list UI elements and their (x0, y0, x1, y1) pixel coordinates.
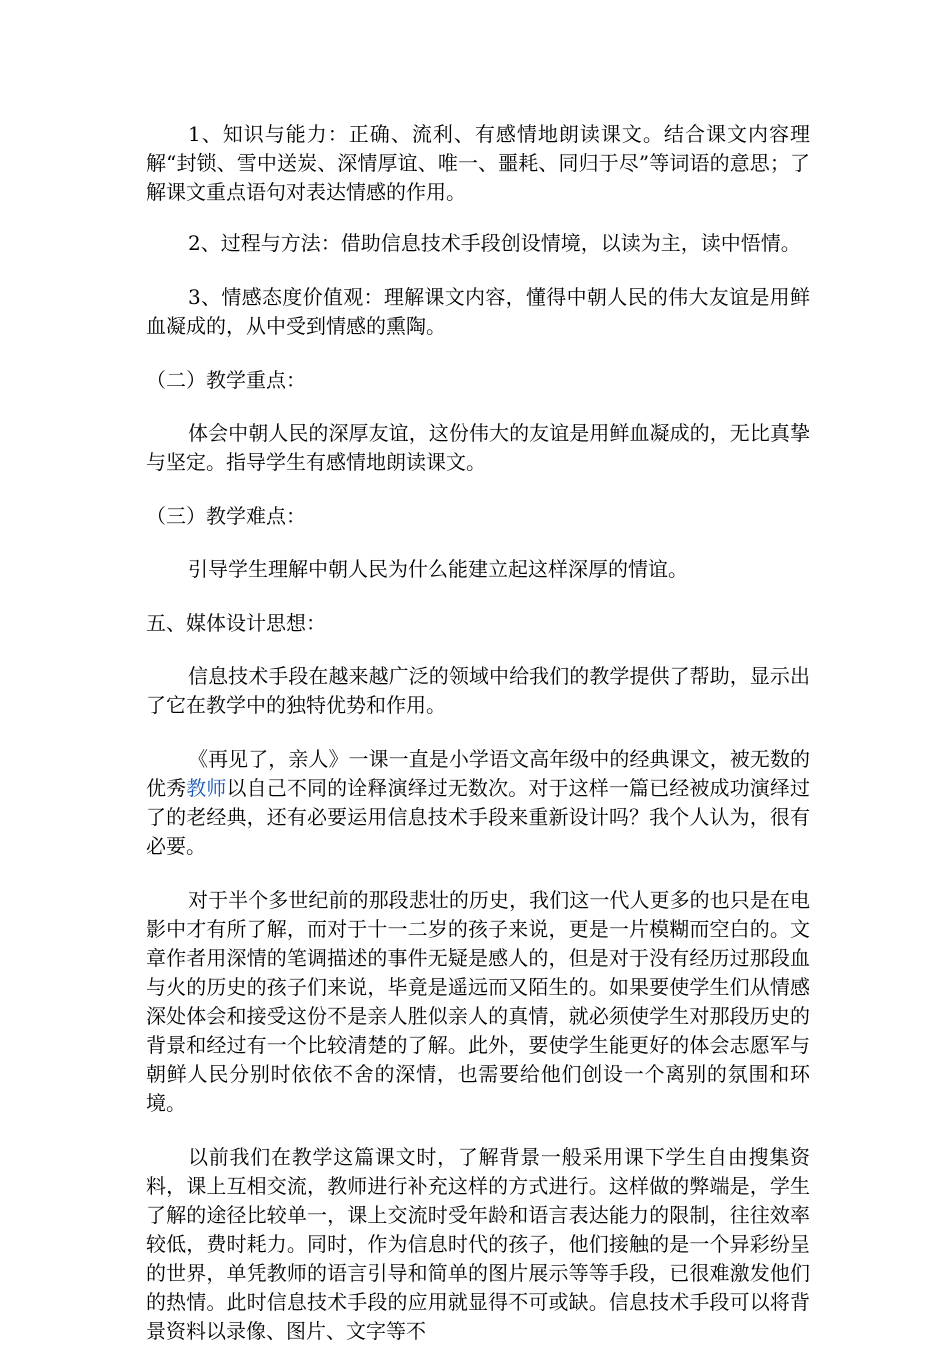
media-paragraph-4: 以前我们在教学这篇课文时，了解背景一般采用课下学生自由搜集资料，课上互相交流，教师进行补充这样的方式进行。这样做的弊端是，学生了解的途径比较单一，课上交流时受年龄和语言表达能力的限制，往往效率较低，费时耗力。同时，作为信息时代的孩子，他们接触的是一个异彩纷呈的世界，单凭教师的语言引导和简单的图片展示等等手段，已很难激发他们的热情。此时信息技术手段的应用就显得不可或缺。信息技术手段可以将背景资料以录像、图片、文字等不 (146, 1145, 810, 1343)
teaching-difficulty-heading: （三）教学难点： (146, 504, 306, 528)
objective-emotion-values: 3、情感态度价值观：理解课文内容，懂得中朝人民的伟大友谊是用鲜血凝成的，从中受到情感的熏陶。 (146, 285, 810, 338)
document-page (146, 120, 810, 1346)
media-paragraph-2 (146, 745, 810, 861)
media-paragraph-1: 信息技术手段在越来越广泛的领域中给我们的教学提供了帮助，显示出了它在教学中的独特优势和作用。 (146, 664, 810, 717)
objective-knowledge-ability: 1、知识与能力：正确、流利、有感情地朗读课文。结合课文内容理解“封锁、雪中送炭、深情厚谊、唯一、噩耗、同归于尽”等词语的意思；了解课文重点语句对表达情感的作用。 (146, 122, 810, 204)
media-design-heading: 五、媒体设计思想： (146, 611, 326, 635)
objective-process-method: 2、过程与方法：借助信息技术手段创设情境，以读为主，读中悟情。 (188, 231, 801, 255)
media-paragraph-2-end: 以自己不同的诠释演绎过无数次。对于这样一篇已经被成功演绎过了的老经典，还有必要运用信息技术手段来重新设计吗？我个人认为，很有必要。 (146, 776, 810, 858)
media-paragraph-2-start: 《再见了，亲人》一课一直是小学语文高年级中的经典课文，被无数的优秀 (146, 747, 810, 800)
teaching-key-heading: （二）教学重点： (146, 368, 306, 392)
teaching-key-text: 体会中朝人民的深厚友谊，这份伟大的友谊是用鲜血凝成的，无比真挚与坚定。指导学生有感情地朗读课文。 (146, 421, 810, 474)
teaching-difficulty-text: 引导学生理解中朝人民为什么能建立起这样深厚的情谊。 (188, 557, 688, 581)
teacher-link[interactable]: 教师 (186, 776, 227, 800)
media-paragraph-3: 对于半个多世纪前的那段悲壮的历史，我们这一代人更多的也只是在电影中才有所了解，而对于十一二岁的孩子来说，更是一片模糊而空白的。文章作者用深情的笔调描述的事件无疑是感人的，但是对于没有经历过那段血与火的历史的孩子们来说，毕竟是遥远而又陌生的。如果要使学生们从情感深处体会和接受这份不是亲人胜似亲人的真情，就必须使学生对那段历史的背景和经过有一个比较清楚的了解。此外，要使学生能更好的体会志愿军与朝鲜人民分别时依依不舍的深情，也需要给他们创设一个离别的氛围和环境。 (146, 888, 810, 1115)
